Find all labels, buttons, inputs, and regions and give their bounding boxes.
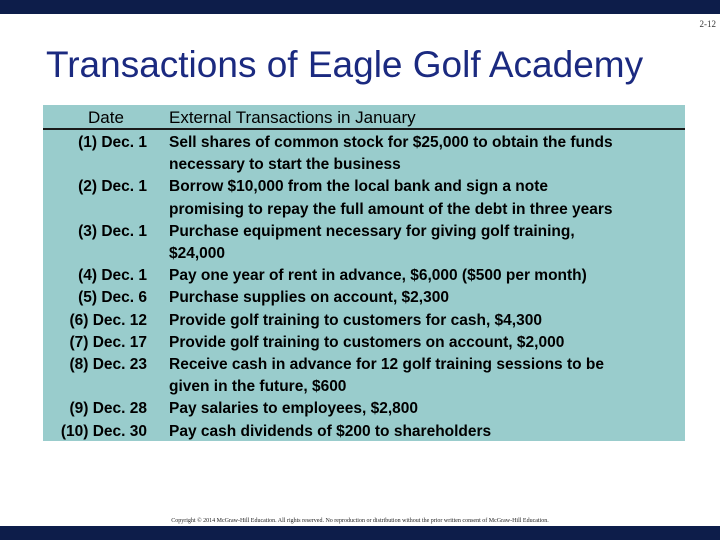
table-row-description: Pay salaries to employees, $2,800 <box>169 400 419 418</box>
table-row-description: Borrow $10,000 from the local bank and sign a note <box>169 178 548 196</box>
table-row-description: Purchase equipment necessary for giving golf training, <box>169 222 575 240</box>
table-row-date: (2) Dec. 1 <box>78 178 147 196</box>
table-row-description: Provide golf training to customers for cash, $4,300 <box>169 311 542 329</box>
copyright-notice: Copyright © 2014 McGraw-Hill Education. All rights reserved. No reproduction or distribution without the prior written consent of McGraw-Hill Education. <box>171 518 549 524</box>
table-row-date: (4) Dec. 1 <box>78 267 147 285</box>
table-row-description: promising to repay the full amount of the debt in three years <box>169 200 613 218</box>
table-row-date: (7) Dec. 17 <box>69 333 147 351</box>
table-row-description: necessary to start the business <box>169 156 401 174</box>
table-row-description: $24,000 <box>169 245 226 262</box>
bottom-bar <box>0 526 720 540</box>
table-row-date: (6) Dec. 12 <box>69 311 147 329</box>
slide-title: Transactions of Eagle Golf Academy <box>46 44 644 85</box>
table-row-date: (8) Dec. 23 <box>69 356 147 373</box>
table-row-date: (5) Dec. 6 <box>78 289 147 307</box>
table-row-description: Provide golf training to customers on account, $2,000 <box>169 333 565 351</box>
table-row-description: Purchase supplies on account, $2,300 <box>169 289 449 307</box>
table-row-date: (10) Dec. 30 <box>60 422 147 440</box>
table-row-date: (1) Dec. 1 <box>78 134 147 151</box>
slide-number: 2-12 <box>699 19 716 29</box>
header-date: Date <box>88 108 124 127</box>
table-row-description: Pay one year of rent in advance, $6,000 ($500 per month) <box>169 267 587 285</box>
header-description: External Transactions in January <box>169 108 416 127</box>
top-bar <box>0 0 720 14</box>
table-row-description: Sell shares of common stock for $25,000 to obtain the funds <box>169 134 613 151</box>
table-row-description: Pay cash dividends of $200 to shareholders <box>169 422 492 440</box>
table-row-date: (9) Dec. 28 <box>69 400 147 418</box>
table-row-description: given in the future, $600 <box>169 378 347 396</box>
header-divider <box>43 128 685 130</box>
table-row-description: Receive cash in advance for 12 golf training sessions to be <box>169 356 605 373</box>
table-row-date: (3) Dec. 1 <box>78 222 147 240</box>
